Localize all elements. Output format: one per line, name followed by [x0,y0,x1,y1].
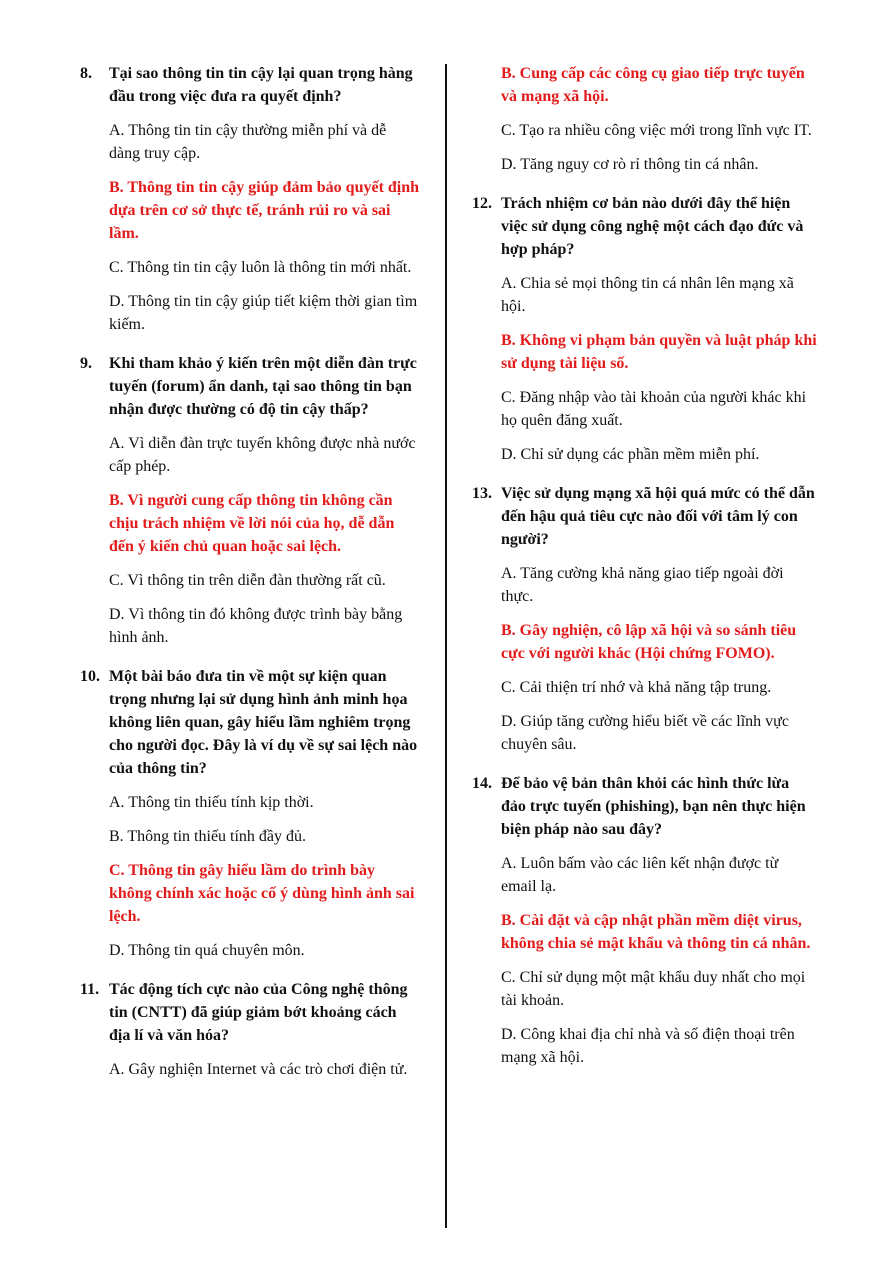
question-text: Khi tham khảo ý kiến trên một diễn đàn trực tuyến (forum) ẩn danh, tại sao thông tin bạn nhận được thường có độ tin cậy thấp? [109,355,417,418]
option-b-correct: B. Không vi phạm bản quyền và luật pháp khi sử dụng tài liệu số. [501,332,817,372]
question-number: 11. [80,981,100,998]
right-column [472,62,817,1085]
option-a: A. Luôn bấm vào các liên kết nhận được từ email lạ. [501,855,779,895]
option-c: C. Đăng nhập vào tài khoản của người khác khi họ quên đăng xuất. [501,389,807,429]
option-b-correct: B. Thông tin tin cậy giúp đảm bảo quyết định dựa trên cơ sở thực tế, tránh rủi ro và sai lầm. [109,179,420,242]
option-a: A. Vì diễn đàn trực tuyến không được nhà nước cấp phép. [109,435,416,475]
question-13 [472,482,817,756]
option-d: D. Thông tin quá chuyên môn. [109,942,305,959]
question-number: 13. [472,485,492,502]
option-d: D. Giúp tăng cường hiểu biết về các lĩnh vực chuyên sâu. [501,713,789,753]
question-12 [472,192,817,466]
option-c: C. Cải thiện trí nhớ và khả năng tập trung. [501,679,772,696]
question-10 [80,665,420,962]
question-text: Trách nhiệm cơ bản nào dưới đây thể hiện việc sử dụng công nghệ một cách đạo đức và hợp pháp? [501,195,804,258]
option-c: C. Vì thông tin trên diễn đàn thường rất cũ. [109,572,386,589]
option-b-correct: B. Vì người cung cấp thông tin không cần chịu trách nhiệm về lời nói của họ, dễ dẫn đến ý kiến chủ quan hoặc sai lệch. [109,492,395,555]
question-text: Việc sử dụng mạng xã hội quá mức có thể dẫn đến hậu quả tiêu cực nào đối với tâm lý con người? [501,485,815,548]
option-b-correct: B. Gây nghiện, cô lập xã hội và so sánh tiêu cực với người khác (Hội chứng FOMO). [501,622,797,662]
question-11-option-c: C. Tạo ra nhiều công việc mới trong lĩnh vực IT. [501,122,812,139]
question-11 [80,978,420,1081]
option-a: A. Chia sẻ mọi thông tin cá nhân lên mạng xã hội. [501,275,794,315]
option-a: A. Thông tin tin cậy thường miễn phí và dễ dàng truy cập. [109,122,387,162]
option-c: C. Chỉ sử dụng một mật khẩu duy nhất cho mọi tài khoản. [501,969,806,1009]
question-11-option-d: D. Tăng nguy cơ rò rỉ thông tin cá nhân. [501,156,759,173]
question-11-option-b-correct: B. Cung cấp các công cụ giao tiếp trực tuyến và mạng xã hội. [501,65,805,105]
option-a: A. Thông tin thiếu tính kịp thời. [109,794,314,811]
question-number: 10. [80,668,100,685]
question-9 [80,352,420,649]
question-number: 12. [472,195,492,212]
option-d: D. Công khai địa chỉ nhà và số điện thoại trên mạng xã hội. [501,1026,795,1066]
question-text: Tại sao thông tin tin cậy lại quan trọng hàng đầu trong việc đưa ra quyết định? [109,65,413,105]
question-number: 9. [80,355,92,372]
option-b: B. Thông tin thiếu tính đầy đủ. [109,828,307,845]
option-a: A. Gây nghiện Internet và các trò chơi điện tử. [109,1061,408,1078]
option-b-correct: B. Cài đặt và cập nhật phần mềm diệt virus, không chia sẻ mật khẩu và thông tin cá nhân. [501,912,811,952]
question-text: Để bảo vệ bản thân khỏi các hình thức lừa đảo trực tuyến (phishing), bạn nên thực hiện biện pháp nào sau đây? [501,775,806,838]
column-divider [445,64,447,1228]
question-number: 8. [80,65,92,82]
question-14 [472,772,817,1069]
left-column [80,62,420,1097]
option-d: D. Vì thông tin đó không được trình bày bằng hình ảnh. [109,606,403,646]
option-a: A. Tăng cường khả năng giao tiếp ngoài đời thực. [501,565,784,605]
option-d: D. Thông tin tin cậy giúp tiết kiệm thời gian tìm kiếm. [109,293,418,333]
question-text: Tác động tích cực nào của Công nghệ thông tin (CNTT) đã giúp giảm bớt khoảng cách địa lí và văn hóa? [109,981,408,1044]
question-number: 14. [472,775,492,792]
option-d: D. Chỉ sử dụng các phần mềm miễn phí. [501,446,760,463]
option-c: C. Thông tin tin cậy luôn là thông tin mới nhất. [109,259,412,276]
question-8 [80,62,420,336]
option-c-correct: C. Thông tin gây hiểu lầm do trình bày không chính xác hoặc cố ý dùng hình ảnh sai lệch. [109,862,415,925]
question-text: Một bài báo đưa tin về một sự kiện quan trọng nhưng lại sử dụng hình ảnh minh họa không liên quan, gây hiểu lầm nghiêm trọng cho người đọc. Đây là ví dụ về sự sai lệch nào của thông tin? [109,668,418,777]
